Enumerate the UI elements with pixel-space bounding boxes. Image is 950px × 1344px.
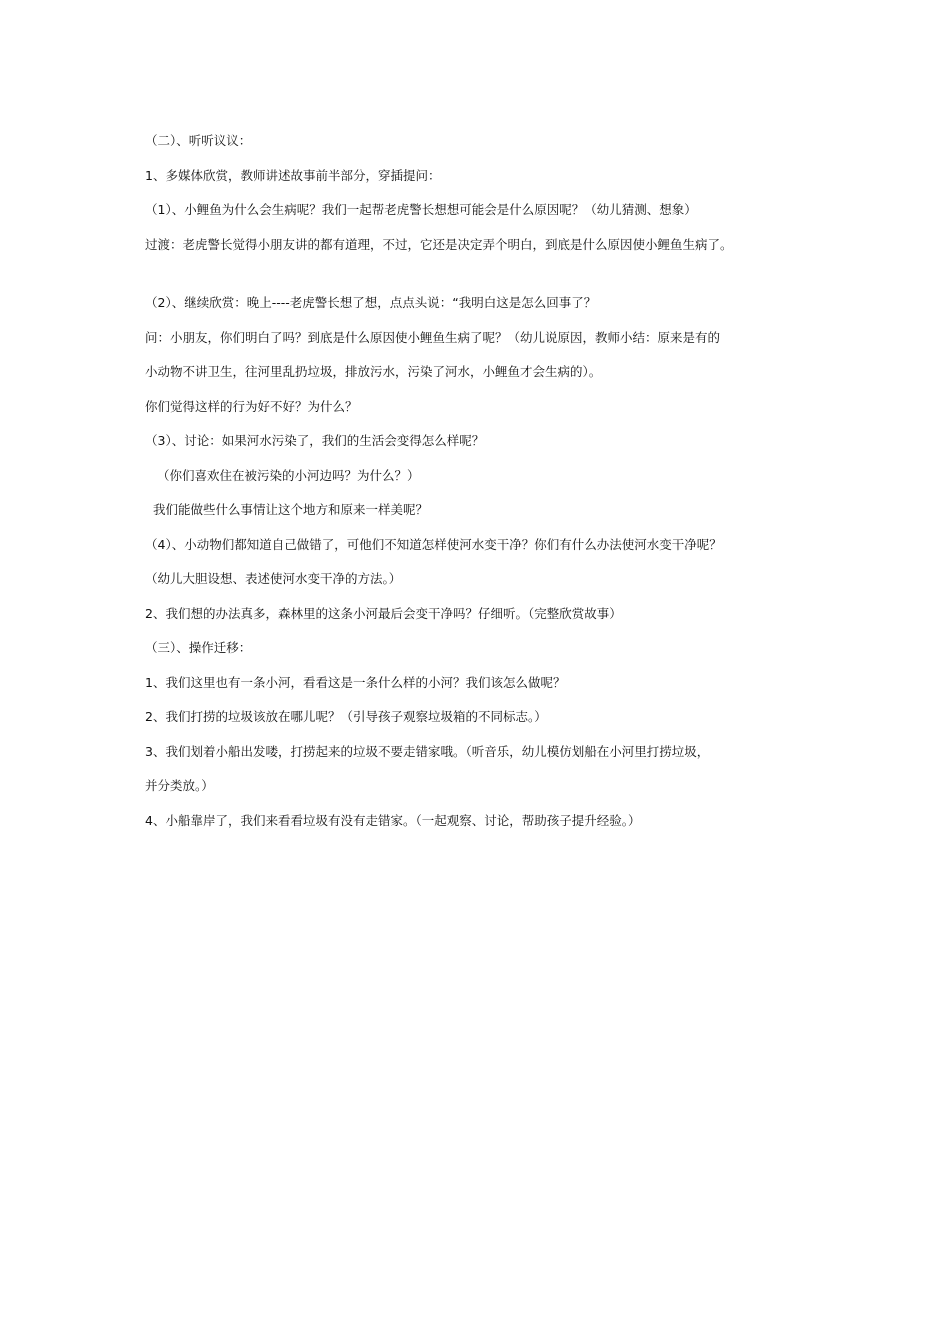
- paragraph-question-2: （2）、继续欣赏：晚上----老虎警长想了想，点点头说：“我明白这是怎么回事了？: [145, 295, 597, 310]
- paragraph-question-1: （1）、小鲤鱼为什么会生病呢？我们一起帮老虎警长想想可能会是什么原因呢？（幼儿猜测、想象）: [145, 202, 697, 217]
- paragraph-question-2-ask-line-1: 问：小朋友，你们明白了吗？到底是什么原因使小鲤鱼生病了呢？（幼儿说原因，教师小结：原来是有的: [145, 329, 721, 345]
- paragraph-step-4: 4、小船靠岸了，我们来看看垃圾有没有走错家。（一起观察、讨论，帮助孩子提升经验。）: [145, 812, 641, 828]
- paragraph-transition: 过渡：老虎警长觉得小朋友讲的都有道理，不过，它还是决定弄个明白，到底是什么原因使小鲤鱼生病了。: [145, 236, 733, 252]
- paragraph-gap: [145, 262, 835, 286]
- paragraph-item-2: 2、我们想的办法真多，森林里的这条小河最后会变干净吗？仔细听。（完整欣赏故事）: [145, 605, 622, 621]
- paragraph-question-2-followup: 你们觉得这样的行为好不好？为什么？: [145, 398, 358, 414]
- section-three-heading: （三）、操作迁移：: [145, 640, 252, 655]
- paragraph-question-3-sub-2: 我们能做些什么事情让这个地方和原来一样美呢？: [153, 502, 429, 517]
- paragraph-question-3-sub-1: （你们喜欢住在被污染的小河边吗？为什么？）: [157, 467, 420, 483]
- section-two-heading: （二）、听听议议：: [145, 133, 252, 148]
- paragraph-step-3-line-1: 3、我们划着小船出发喽，打捞起来的垃圾不要走错家哦。（听音乐，幼儿模仿划船在小河里打捞垃圾，: [145, 743, 710, 759]
- paragraph-question-2-ask-line-2: 小动物不讲卫生，往河里乱扔垃圾，排放污水，污染了河水，小鲤鱼才会生病的）。: [145, 364, 602, 379]
- document-body: [145, 124, 835, 838]
- paragraph-item-1: 1、多媒体欣赏，教师讲述故事前半部分，穿插提问：: [145, 167, 441, 183]
- paragraph-question-3: （3）、讨论：如果河水污染了，我们的生活会变得怎么样呢？: [145, 433, 485, 448]
- paragraph-step-1: 1、我们这里也有一条小河，看看这是一条什么样的小河？我们该怎么做呢？: [145, 674, 566, 690]
- paragraph-question-4-note: （幼儿大胆设想、表述使河水变干净的方法。）: [145, 571, 402, 586]
- paragraph-question-4: （4）、小动物们都知道自己做错了，可他们不知道怎样使河水变干净？你们有什么办法使河水变干净呢？: [145, 536, 722, 552]
- paragraph-step-3-line-2: 并分类放。）: [145, 778, 214, 793]
- paragraph-step-2: 2、我们打捞的垃圾该放在哪儿呢？（引导孩子观察垃圾箱的不同标志。）: [145, 709, 547, 724]
